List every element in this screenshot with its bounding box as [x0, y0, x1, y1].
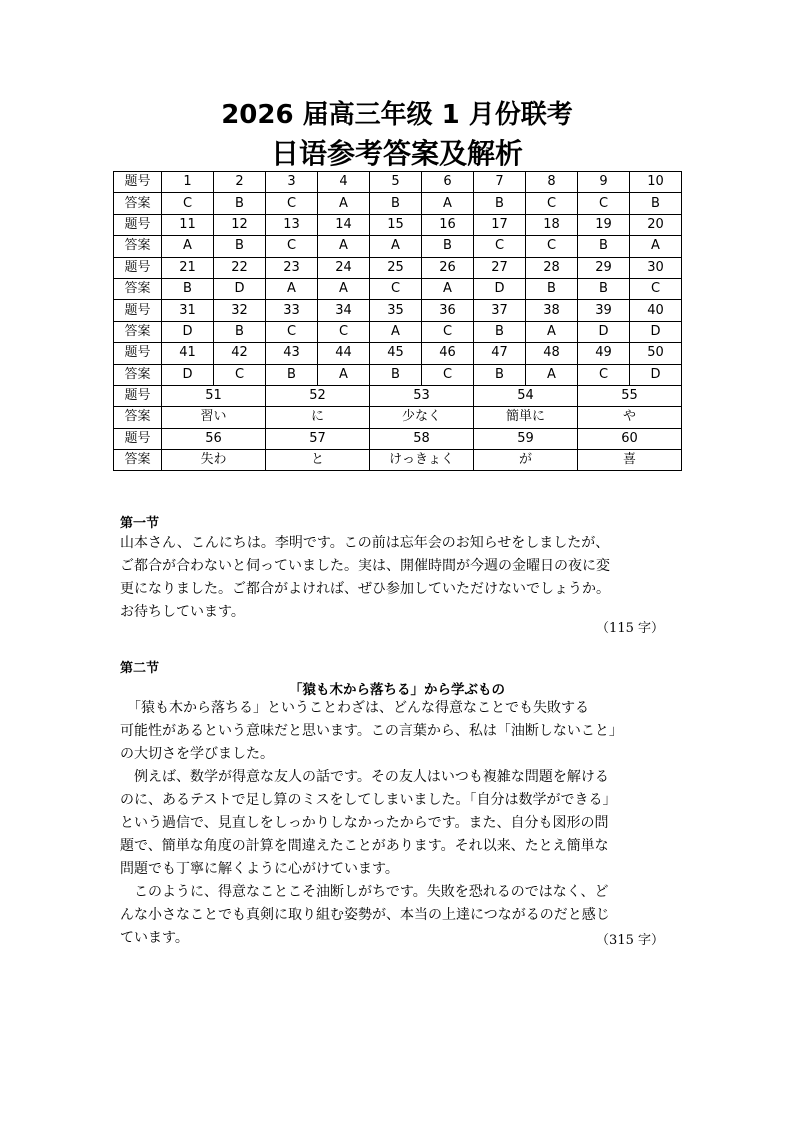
section2-heading: 第二节 — [120, 661, 160, 676]
answer-cell: B — [214, 193, 266, 214]
question-number-cell: 53 — [370, 385, 474, 406]
answer-cell: A — [318, 364, 370, 385]
question-number-cell: 43 — [266, 343, 318, 364]
row-label-answer: 答案 — [114, 321, 162, 342]
answer-cell: B — [578, 278, 630, 299]
answer-cell: B — [162, 278, 214, 299]
answer-row — [114, 278, 682, 299]
answer-cell: に — [266, 407, 370, 428]
row-label-answer: 答案 — [114, 450, 162, 471]
row-label-number: 题号 — [114, 214, 162, 235]
question-number-cell: 38 — [526, 300, 578, 321]
answer-cell: D — [214, 278, 266, 299]
answer-cell: D — [474, 278, 526, 299]
row-label-answer: 答案 — [114, 193, 162, 214]
question-number-cell: 30 — [630, 257, 682, 278]
answer-cell: C — [162, 193, 214, 214]
answer-cell: C — [526, 193, 578, 214]
answer-cell: A — [266, 278, 318, 299]
section1-heading: 第一节 — [120, 516, 160, 531]
answer-cell: B — [526, 278, 578, 299]
answer-cell: B — [474, 364, 526, 385]
answer-cell: C — [630, 278, 682, 299]
question-number-cell: 27 — [474, 257, 526, 278]
question-number-cell: 19 — [578, 214, 630, 235]
answer-cell: C — [266, 321, 318, 342]
answer-cell: A — [370, 321, 422, 342]
question-number-cell: 36 — [422, 300, 474, 321]
answer-cell: A — [162, 236, 214, 257]
question-number-cell: 57 — [266, 428, 370, 449]
question-number-cell: 22 — [214, 257, 266, 278]
answer-cell: A — [318, 236, 370, 257]
question-number-cell: 9 — [578, 172, 630, 193]
question-number-cell: 39 — [578, 300, 630, 321]
question-number-cell: 50 — [630, 343, 682, 364]
answer-cell: A — [526, 364, 578, 385]
question-number-cell: 56 — [162, 428, 266, 449]
row-label-answer: 答案 — [114, 364, 162, 385]
row-label-answer: 答案 — [114, 236, 162, 257]
question-number-cell: 14 — [318, 214, 370, 235]
answer-cell: C — [214, 364, 266, 385]
answer-cell: 習い — [162, 407, 266, 428]
answer-cell: B — [578, 236, 630, 257]
answer-cell: A — [422, 193, 474, 214]
answer-cell: A — [526, 321, 578, 342]
question-number-row — [114, 257, 682, 278]
question-number-cell: 40 — [630, 300, 682, 321]
row-label-number: 题号 — [114, 385, 162, 406]
question-number-cell: 8 — [526, 172, 578, 193]
answer-cell: B — [370, 193, 422, 214]
question-number-cell: 1 — [162, 172, 214, 193]
answer-cell: D — [630, 321, 682, 342]
answer-row — [114, 450, 682, 471]
answer-row — [114, 193, 682, 214]
answer-cell: A — [422, 278, 474, 299]
answer-cell: C — [266, 193, 318, 214]
answer-cell: 少なく — [370, 407, 474, 428]
answer-cell: A — [318, 193, 370, 214]
answer-row — [114, 364, 682, 385]
question-number-cell: 58 — [370, 428, 474, 449]
answer-cell: 喜 — [578, 450, 682, 471]
answer-cell: が — [474, 450, 578, 471]
question-number-cell: 35 — [370, 300, 422, 321]
answer-cell: B — [422, 236, 474, 257]
question-number-row — [114, 300, 682, 321]
answer-cell: C — [318, 321, 370, 342]
question-number-cell: 33 — [266, 300, 318, 321]
answer-cell: A — [370, 236, 422, 257]
question-number-cell: 32 — [214, 300, 266, 321]
answer-cell: B — [266, 364, 318, 385]
question-number-cell: 11 — [162, 214, 214, 235]
question-number-cell: 60 — [578, 428, 682, 449]
question-number-cell: 48 — [526, 343, 578, 364]
question-number-cell: 46 — [422, 343, 474, 364]
question-number-cell: 29 — [578, 257, 630, 278]
section2-char-count: （315 字） — [596, 933, 664, 948]
answer-cell: 失わ — [162, 450, 266, 471]
question-number-cell: 15 — [370, 214, 422, 235]
row-label-number: 题号 — [114, 343, 162, 364]
answer-cell: A — [318, 278, 370, 299]
answer-row — [114, 407, 682, 428]
answer-cell: B — [474, 321, 526, 342]
question-number-cell: 28 — [526, 257, 578, 278]
question-number-cell: 31 — [162, 300, 214, 321]
answer-row — [114, 236, 682, 257]
question-number-cell: 51 — [162, 385, 266, 406]
row-label-number: 题号 — [114, 428, 162, 449]
question-number-cell: 24 — [318, 257, 370, 278]
answer-table — [113, 171, 682, 471]
question-number-cell: 6 — [422, 172, 474, 193]
question-number-cell: 21 — [162, 257, 214, 278]
answer-cell: D — [578, 321, 630, 342]
question-number-cell: 37 — [474, 300, 526, 321]
answer-cell: C — [266, 236, 318, 257]
question-number-row — [114, 172, 682, 193]
essay-title: 「猿も木から落ちる」から学ぶもの — [289, 682, 505, 698]
answer-cell: D — [162, 364, 214, 385]
document-title-line2: 日语参考答案及解析 — [270, 137, 523, 170]
answer-cell: C — [526, 236, 578, 257]
question-number-cell: 42 — [214, 343, 266, 364]
section1-body: 山本さん、こんにちは。李明です。この前は忘年会のお知らせをしましたが、 ご都合が合わないと伺っていました。実は、開催時間が今週の金曜日の夜に変 更になりました。ご都合がよければ、ぜひ参加していただけないでしょうか。 お待ちしています。 — [120, 535, 610, 620]
answer-cell: と — [266, 450, 370, 471]
question-number-cell: 5 — [370, 172, 422, 193]
answer-cell: C — [578, 193, 630, 214]
answer-cell: D — [630, 364, 682, 385]
question-number-cell: 12 — [214, 214, 266, 235]
question-number-cell: 7 — [474, 172, 526, 193]
question-number-cell: 10 — [630, 172, 682, 193]
answer-cell: C — [474, 236, 526, 257]
row-label-number: 题号 — [114, 300, 162, 321]
answer-cell: B — [630, 193, 682, 214]
answer-cell: C — [422, 321, 474, 342]
answer-cell: B — [370, 364, 422, 385]
question-number-cell: 16 — [422, 214, 474, 235]
question-number-row — [114, 428, 682, 449]
question-number-cell: 20 — [630, 214, 682, 235]
question-number-cell: 2 — [214, 172, 266, 193]
question-number-cell: 44 — [318, 343, 370, 364]
answer-cell: C — [578, 364, 630, 385]
answer-cell: や — [578, 407, 682, 428]
question-number-cell: 59 — [474, 428, 578, 449]
question-number-cell: 49 — [578, 343, 630, 364]
answer-row — [114, 321, 682, 342]
question-number-cell: 34 — [318, 300, 370, 321]
row-label-answer: 答案 — [114, 407, 162, 428]
answer-cell: C — [422, 364, 474, 385]
question-number-cell: 47 — [474, 343, 526, 364]
question-number-row — [114, 343, 682, 364]
answer-cell: C — [370, 278, 422, 299]
document-title-line1: 2026 届高三年级 1 月份联考 — [221, 100, 573, 130]
question-number-cell: 52 — [266, 385, 370, 406]
answer-cell: A — [630, 236, 682, 257]
row-label-answer: 答案 — [114, 278, 162, 299]
question-number-cell: 55 — [578, 385, 682, 406]
question-number-row — [114, 385, 682, 406]
answer-cell: D — [162, 321, 214, 342]
section1-char-count: （115 字） — [596, 621, 664, 636]
question-number-cell: 3 — [266, 172, 318, 193]
question-number-cell: 54 — [474, 385, 578, 406]
answer-cell: 簡単に — [474, 407, 578, 428]
question-number-cell: 26 — [422, 257, 474, 278]
question-number-cell: 17 — [474, 214, 526, 235]
question-number-cell: 23 — [266, 257, 318, 278]
row-label-number: 题号 — [114, 257, 162, 278]
question-number-cell: 13 — [266, 214, 318, 235]
question-number-cell: 41 — [162, 343, 214, 364]
answer-cell: B — [214, 321, 266, 342]
answer-cell: けっきょく — [370, 450, 474, 471]
question-number-cell: 25 — [370, 257, 422, 278]
row-label-number: 题号 — [114, 172, 162, 193]
question-number-cell: 18 — [526, 214, 578, 235]
question-number-cell: 4 — [318, 172, 370, 193]
answer-cell: B — [474, 193, 526, 214]
section2-body: 「猿も木から落ちる」ということわざは、どんな得意なことでも失敗する 可能性があるという意味だと思います。この言葉から、私は「油断しないこと」 の大切さを学びました。 例えば、数学が得意な友人の話です。その友人はいつも複雑な問題を解ける のに、あるテストで足し算のミスをしてしまいました。「自分は数学ができる」 という過信で、見直しをしっかりしなかったからです。また、自分も図形の問 題で、簡単な角度の計算を間違えたことがあります。それ以来、たとえ簡単な 問題でも丁寧に解くように心がけています。 このように、得意なことこそ油断しがちです。失敗を恐れるのではなく、ど んな小さなことでも真剣に取り組む姿勢が、本当の上達につながるのだと感じ ています。 — [120, 700, 623, 946]
question-number-row — [114, 214, 682, 235]
question-number-cell: 45 — [370, 343, 422, 364]
answer-cell: B — [214, 236, 266, 257]
